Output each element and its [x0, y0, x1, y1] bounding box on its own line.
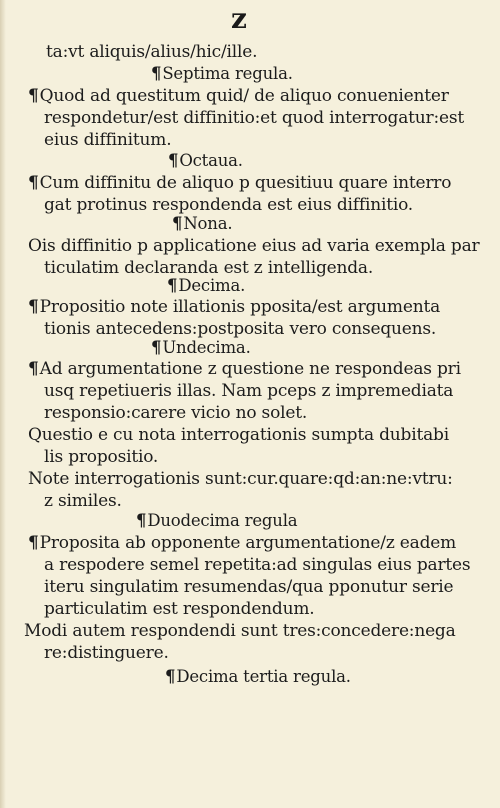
text-line-16: ¶Ad argumentatione z questione ne respondeas pri — [28, 359, 461, 379]
heading-decima: ¶Decima. — [167, 276, 246, 295]
text-line-5: eius diffinitum. — [44, 130, 172, 150]
paragraph-mark-icon: ¶ — [28, 359, 39, 379]
paragraph-mark-icon: ¶ — [151, 64, 162, 83]
text-line-18: responsio:carere vicio no solet. — [44, 403, 308, 423]
text-line-8: gat protinus respondenda est eius diffinitio. — [44, 195, 414, 215]
paragraph-mark-icon: ¶ — [28, 173, 39, 193]
heading-decima-tertia-regula: ¶Decima tertia regula. — [165, 667, 351, 686]
text-line-13: ¶Propositio note illationis pposita/est argumenta — [28, 297, 441, 317]
heading-undecima: ¶Undecima. — [151, 338, 251, 357]
paragraph-mark-icon: ¶ — [151, 338, 162, 357]
text-line-3: ¶Quod ad questitum quid/ de aliquo conuenienter — [28, 86, 449, 106]
paragraph-mark-icon: ¶ — [172, 214, 183, 233]
heading-nona: ¶Nona. — [172, 214, 233, 233]
signature-mark: z — [231, 2, 247, 35]
text-line-27: particulatim est respondendum. — [44, 599, 315, 619]
text-line-21: Note interrogationis sunt:cur.quare:qd:an:ne:vtru: — [28, 469, 453, 489]
text-line-20: lis propositio. — [44, 447, 159, 467]
page-edge-shadow — [0, 0, 6, 808]
text-line-25: a respodere semel repetita:ad singulas eius partes — [44, 555, 471, 575]
text-line-10: Ois diffinitio p applicatione eius ad varia exempla par — [28, 236, 480, 256]
text-line-29: re:distinguere. — [44, 643, 169, 663]
text-line-4: respondetur/est diffinitio:et quod interrogatur:est — [44, 108, 465, 128]
text-line-28: Modi autem respondendi sunt tres:concedere:nega — [24, 621, 456, 641]
paragraph-mark-icon: ¶ — [167, 276, 178, 295]
text-line-19: Questio e cu nota interrogationis sumpta dubitabi — [28, 425, 449, 445]
paragraph-mark-icon: ¶ — [28, 86, 39, 106]
text-line-1: ta:vt aliquis/alius/hic/ille. — [46, 42, 258, 62]
text-line-22: z similes. — [44, 491, 122, 511]
paragraph-mark-icon: ¶ — [28, 297, 39, 317]
heading-septima-regula: ¶Septima regula. — [151, 64, 293, 83]
paragraph-mark-icon: ¶ — [168, 151, 179, 170]
text-line-11: ticulatim declaranda est z intelligenda. — [44, 258, 374, 278]
text-line-24: ¶Proposita ab opponente argumentatione/z eadem — [28, 533, 457, 553]
text-line-14: tionis antecedens:postposita vero consequens. — [44, 319, 437, 339]
heading-duodecima-regula: ¶Duodecima regula — [136, 511, 298, 530]
heading-octaua: ¶Octaua. — [168, 151, 243, 170]
paragraph-mark-icon: ¶ — [136, 511, 147, 530]
text-line-26: iteru singulatim resumendas/qua pponutur serie — [44, 577, 454, 597]
paragraph-mark-icon: ¶ — [28, 533, 39, 553]
text-line-17: usq repetiueris illas. Nam pceps z impremediata — [44, 381, 454, 401]
paragraph-mark-icon: ¶ — [165, 667, 176, 686]
text-line-7: ¶Cum diffinitu de aliquo p quesitiuu quare interro — [28, 173, 452, 193]
